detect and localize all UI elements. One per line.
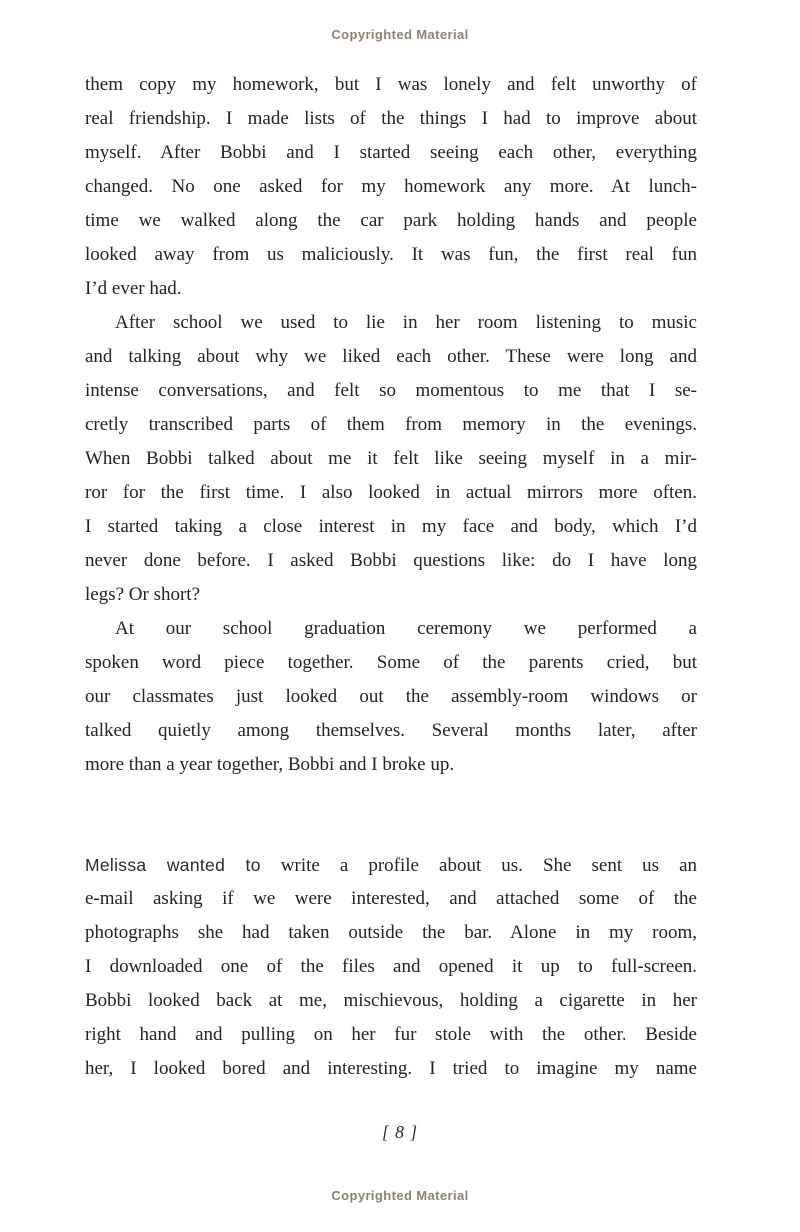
text-line: right hand and pulling on her fur stole with the other. Beside xyxy=(85,1024,697,1045)
text-line: ror for the first time. I also looked in actual mirrors more often. xyxy=(85,482,697,503)
text-line: I downloaded one of the files and opened it up to full-screen. xyxy=(85,956,697,977)
text-line: I started taking a close interest in my face and body, which I’d xyxy=(85,516,697,537)
text-line: and talking about why we liked each other. These were long and xyxy=(85,346,697,367)
paragraph xyxy=(85,306,697,612)
text-line: our classmates just looked out the assembly-room windows or xyxy=(85,686,697,707)
text-line-rest: write a profile about us. She sent us an xyxy=(260,855,697,876)
paragraph xyxy=(85,68,697,306)
text-line: never done before. I asked Bobbi questions like: do I have long xyxy=(85,550,697,571)
text-line: photographs she had taken outside the bar. Alone in my room, xyxy=(85,922,697,943)
body-text xyxy=(85,68,697,1086)
text-line: Bobbi looked back at me, mischievous, holding a cigarette in her xyxy=(85,990,697,1011)
section-lead-in: Melissa wanted to xyxy=(85,855,261,875)
text-line: I’d ever had. xyxy=(85,278,182,299)
text-line: cretly transcribed parts of them from memory in the evenings. xyxy=(85,414,697,435)
page-number: [ 8 ] xyxy=(381,1122,419,1142)
text-line xyxy=(85,848,697,882)
text-line: more than a year together, Bobbi and I broke up. xyxy=(85,754,455,775)
text-line: At our school graduation ceremony we performed a xyxy=(115,618,697,639)
text-line: intense conversations, and felt so momentous to me that I se- xyxy=(85,380,697,401)
text-line: legs? Or short? xyxy=(85,584,201,605)
text-line: e-mail asking if we were interested, and attached some of the xyxy=(85,888,697,909)
text-line: her, I looked bored and interesting. I tried to imagine my name xyxy=(85,1058,697,1079)
text-line: changed. No one asked for my homework any more. At lunch- xyxy=(85,176,697,197)
text-line: time we walked along the car park holding hands and people xyxy=(85,210,697,231)
copyright-notice-bottom: Copyrighted Material xyxy=(331,1188,469,1203)
paragraph xyxy=(85,848,697,1086)
text-line: talked quietly among themselves. Several months later, after xyxy=(85,720,697,741)
copyright-notice-top: Copyrighted Material xyxy=(331,27,469,42)
text-line: After school we used to lie in her room listening to music xyxy=(115,312,697,333)
paragraph xyxy=(85,612,697,782)
text-line: looked away from us maliciously. It was fun, the first real fun xyxy=(85,244,697,265)
text-line: When Bobbi talked about me it felt like seeing myself in a mir- xyxy=(85,448,697,469)
text-line: real friendship. I made lists of the things I had to improve about xyxy=(85,108,697,129)
text-line: spoken word piece together. Some of the parents cried, but xyxy=(85,652,697,673)
text-line: them copy my homework, but I was lonely and felt unworthy of xyxy=(85,74,697,95)
text-line: myself. After Bobbi and I started seeing each other, everything xyxy=(85,142,697,163)
